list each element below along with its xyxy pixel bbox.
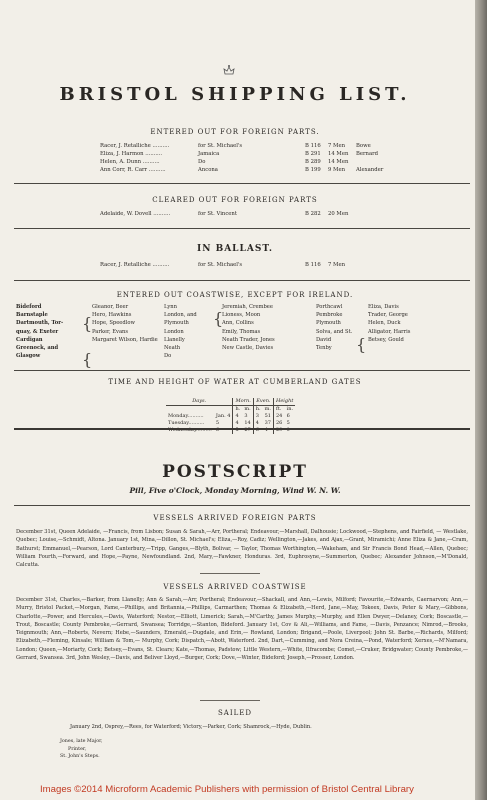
- tide-even-min: 4: [264, 427, 268, 433]
- port-name: Glasgow: [16, 353, 41, 360]
- ship-name: Helen, Duck: [368, 320, 401, 327]
- crew-count: 14 Men: [328, 151, 349, 157]
- tide-date: 6: [215, 427, 220, 433]
- divider: [200, 573, 260, 574]
- tide-unit: in.: [285, 406, 296, 414]
- ship-row: [0, 143, 470, 150]
- ship-name: Margaret Wilson, Hardie: [92, 336, 158, 343]
- tide-even-min: 37: [264, 420, 271, 426]
- tide-even-hour: 3: [253, 413, 262, 420]
- coastwise-col2-ports: [164, 303, 197, 360]
- tide-height-ft: 29: [273, 427, 284, 434]
- destination: for St. Michael's: [198, 262, 243, 268]
- port-name: Plymouth: [316, 320, 341, 327]
- tide-unit: h.: [253, 406, 262, 414]
- tide-unit: m.: [242, 406, 253, 414]
- crew-count: 7 Men: [328, 262, 346, 268]
- agent-name: Alexander: [356, 167, 384, 173]
- divider: [14, 183, 470, 184]
- berth-number: B 289: [305, 159, 321, 165]
- sailed-text: January 2nd, Osprey,—Rees, for Waterford; Victory,—Parker, Cork; Shamrock,—Hyde, Dublin.: [70, 724, 312, 730]
- ship-name: Racer, J. Retalliche ..........: [100, 262, 170, 268]
- copyright-text: Images ©2014 Microform Academic Publishers with permission of Bristol Central Library: [40, 784, 414, 795]
- ship-name: Ann Corr, R. Carr ..........: [100, 167, 166, 173]
- crew-count: 7 Men: [328, 143, 346, 149]
- ship-name: Alligator, Harris: [368, 328, 411, 335]
- coastwise-col3-ports: [316, 303, 352, 352]
- berth-number: B 291: [305, 151, 321, 157]
- ship-name: New Castle, Davies: [222, 344, 274, 351]
- ship-name: Ann, Collins: [222, 320, 254, 327]
- tide-morn-hour: 4: [233, 420, 242, 427]
- coastwise-col1-ports: [16, 303, 63, 360]
- tide-col-days: Days.: [192, 398, 207, 404]
- brace: {: [82, 350, 93, 369]
- tide-morn-min: 14: [244, 420, 251, 426]
- postscript-title: POSTSCRIPT: [162, 462, 308, 482]
- ship-name: Betsey, Gould: [368, 336, 404, 343]
- berth-number: B 199: [305, 167, 321, 173]
- ship-name: Racer, J. Retalliche ..........: [100, 143, 170, 149]
- tide-date: 5: [215, 420, 220, 426]
- ship-name: Parker, Evans: [92, 328, 129, 335]
- berth-number: B 282: [305, 211, 321, 217]
- tide-height-in: 6: [286, 413, 290, 419]
- divider: [200, 700, 260, 701]
- cleared-foreign-heading: CLEARED OUT FOR FOREIGN PARTS: [152, 196, 318, 204]
- tide-morn-min: 27: [244, 427, 251, 433]
- port-name: Do: [164, 353, 172, 360]
- port-name: Dartmouth, Tor-: [16, 320, 64, 327]
- port-name: Plymouth: [164, 320, 189, 327]
- sailed-heading: SAILED: [218, 709, 252, 717]
- crew-count: 20 Men: [328, 211, 349, 217]
- ship-name: Adelaide, W. Dovell ..........: [100, 211, 171, 217]
- ship-row: [0, 151, 470, 158]
- imprint-line: St. John's Steps.: [60, 754, 100, 759]
- ship-name: Emily, Thomas: [222, 328, 261, 335]
- arrived-foreign-text: December 31st, Queen Adelaide, —Francis, from Lisbon; Susan & Sarah,—Arr, Portheral; Endeavour,—Marshall, Dalhousie; Lockwood,—Stephens, and Fairfield, — Westlake, Quebec; Louise,—Schmidt, Altona. January 1st, Mina,—Dillon, St. Michael's; Eliza,—Roy, Cadiz; Wellington,—Jakes, and Ajax,—Grant, Miramichi; Anne Eliza & Jane,—Cram, Bathurst; Emmanuel,—Pearson, Lord Canterbury,—Tripp, Ganges,—Blyth, Bolivar, — Taylor, Thomas Worthington,—Wakeham, and Sir Francis Bond Head,—Allen, Quebec; William Fourth,—Forward, and Hope,—Payne, Newfoundland. 2nd, Mary,—Fawkner, Honduras. 3rd, Euphrosyne,—Summerton, Quebec; Alexander Johnson,—M'Donald, Calcutta.: [16, 529, 468, 569]
- tide-unit: m.: [263, 406, 274, 414]
- divider: [14, 370, 470, 371]
- agent-name: Bowe: [356, 143, 371, 149]
- copyright-footer: [0, 780, 475, 800]
- ship-row: [0, 211, 470, 218]
- ship-name: Eliza, Davis: [368, 304, 399, 310]
- tide-day: Wednesday..........: [168, 427, 212, 433]
- entered-foreign-heading: ENTERED OUT FOR FOREIGN PARTS.: [150, 128, 320, 136]
- divider: [14, 228, 470, 229]
- tide-morn-min: 3: [244, 413, 248, 419]
- page-title: BRISTOL SHIPPING LIST.: [59, 84, 411, 105]
- crest-icon: [222, 64, 236, 78]
- arrived-foreign-heading: VESSELS ARRIVED FOREIGN PARTS: [153, 514, 317, 522]
- port-name: Cardigan: [16, 336, 43, 343]
- berth-number: B 116: [305, 262, 321, 268]
- coastwise-col3-ships: [368, 303, 410, 344]
- divider: [14, 280, 470, 281]
- tide-even-hour: 4: [253, 420, 262, 427]
- crew-count: 14 Men: [328, 159, 349, 165]
- destination: Do: [198, 159, 206, 165]
- port-name: Neath: [164, 344, 181, 351]
- port-name: quay, & Exeter: [16, 328, 59, 335]
- port-name: Lynn: [164, 304, 177, 310]
- postscript-subtitle: Pill, Five o'Clock, Monday Morning, Wind W. N. W.: [129, 486, 341, 495]
- port-name: Tenby: [316, 344, 332, 351]
- berth-number: B 116: [305, 143, 321, 149]
- imprint-line: Jones, late Major,: [60, 739, 103, 744]
- port-name: London, and: [164, 312, 197, 319]
- port-name: David: [316, 336, 332, 343]
- tide-height-in: 5: [286, 420, 290, 426]
- brace: {: [356, 335, 367, 354]
- divider: [14, 505, 470, 506]
- tide-col-even: Even.: [253, 398, 273, 406]
- destination: Ancona: [198, 167, 218, 173]
- port-name: Greenock, and: [16, 344, 59, 351]
- brace: {: [82, 314, 93, 333]
- tides-heading: TIME AND HEIGHT OF WATER AT CUMBERLAND GATES: [108, 378, 362, 386]
- ship-row: [0, 167, 470, 174]
- ship-row: [0, 262, 470, 269]
- ship-name: Eliza, J. Harmon ..........: [100, 151, 163, 157]
- port-name: Barnstaple: [16, 312, 48, 319]
- tide-unit: ft.: [273, 406, 284, 414]
- ship-name: Helen, A. Dunn ..........: [100, 159, 160, 165]
- ship-name: Hope, Speedlow: [92, 320, 135, 327]
- tide-height-ft: 26: [273, 420, 284, 427]
- arrived-coastwise-text: December 31st, Charles,—Barker, from Llanelly; Ann & Sarah,—Arr, Portheral; Endeavour,—Shackall, and Ann,—Lewis, Milford; Favourite,—Edwards, Caernarvon; Ann,—Murry, Bristol Packet,—Morgan, Fame,—Phillips, and Britannia,—Phillips, Carmarthen; Thomas & Elizabeth,—Herd, Jane,—May, Tokeex, Davis, Peter & Mary,—Gibbons, Charlotte,—Power, and Hercules,—Davis, Waterford; Nestor,—Elliott, Limerick; Sarah,—M'Carthy, James Murphy,—Murphy, and Ellen Dwyer,—Delaney, Cork; Boscastle,— Trout, Boscastle; County Pembroke,—Gerrard, Swansea; Torridge,—Stanton, Bideford. January 1st, Cov & Ali,—Williams, and Fame, —Davis, Penzance; Nimrod,—Brooks, Teignmouth; Ann,—Roberts, Nevern; Hebe,—Saunders, Emerald,—Dugdale, and Erin,— Rowland, London; Brigand,—Poole, Liverpool; John St. Barbe,—Richards, Milford; Elizabeth,—Fleming, Kinsale; William & Tom,— Murphy, Cork; Dispatch,—Abott, Waterford. 2nd, Dart,—Cumming, and Nora Creina,—Pond, Waterford; Xerxes,—M'Namara, London; Queen,—Moriarty, Cork; Betsey,—Evans, St. Clears; Kate,—Thomas, Padstow; Little Western,—White, Ilfracombe; Comet,—Cruker, Bridgwater; County Pembroke,—Gerrard, Swansea. 3rd, John Wesley,—Davis, and Beliver Lloyd,—Burger, Cork; Dove,—Winter, Bideford; Joseph,—Prosser, London.: [16, 597, 468, 662]
- port-name: Solva, and St.: [316, 328, 353, 335]
- port-name: London: [164, 328, 184, 335]
- port-name: Porthcawl: [316, 304, 343, 310]
- tide-even-min: 51: [264, 413, 271, 419]
- port-name: Bideford: [16, 304, 42, 310]
- coastwise-heading: ENTERED OUT COASTWISE, EXCEPT FOR IRELAND.: [116, 291, 354, 299]
- tide-row: [166, 413, 295, 420]
- ship-name: Trader, George: [368, 312, 408, 319]
- tide-unit: h.: [233, 406, 242, 414]
- tide-morn-hour: 5: [233, 427, 242, 434]
- ship-row: [0, 159, 470, 166]
- port-name: Pembroke: [316, 312, 343, 319]
- crew-count: 9 Men: [328, 167, 346, 173]
- destination: Jamaica: [198, 151, 220, 157]
- divider: [14, 428, 470, 430]
- brace: {: [213, 309, 224, 328]
- ship-name: Lioness, Moon: [222, 312, 261, 319]
- page-binding-edge: [475, 0, 487, 800]
- tide-even-hour: 6: [253, 427, 262, 434]
- tide-row: [166, 420, 295, 427]
- tide-height-in: 0: [286, 427, 290, 433]
- destination: for St. Michael's: [198, 143, 243, 149]
- printer-imprint: [60, 738, 102, 761]
- tide-date: Jan. 4: [215, 413, 231, 419]
- ship-name: Gleanor, Beer: [92, 304, 129, 310]
- tide-col-morn: Morn.: [233, 398, 253, 406]
- coastwise-col1-ships: [92, 303, 158, 344]
- imprint-line: Printer,: [68, 746, 87, 752]
- destination: for St. Vincent: [198, 211, 237, 217]
- ballast-heading: IN BALLAST.: [197, 244, 273, 254]
- tide-morn-hour: 4: [233, 413, 242, 420]
- coastwise-col2-ships: [222, 303, 275, 352]
- tide-day: Monday..........: [168, 413, 204, 419]
- agent-name: Bernard: [356, 151, 379, 157]
- ship-name: Neath Trader, Jones: [222, 336, 275, 343]
- arrived-coastwise-heading: VESSELS ARRIVED COASTWISE: [163, 583, 307, 591]
- tide-day: Tuesday..........: [168, 420, 205, 426]
- tide-height-ft: 24: [273, 413, 284, 420]
- tide-col-height: Height: [273, 398, 295, 406]
- port-name: Llanelly: [164, 336, 185, 343]
- ship-name: Hero, Hawkins: [92, 312, 132, 319]
- ship-name: Jeremiah, Crembee: [222, 304, 273, 310]
